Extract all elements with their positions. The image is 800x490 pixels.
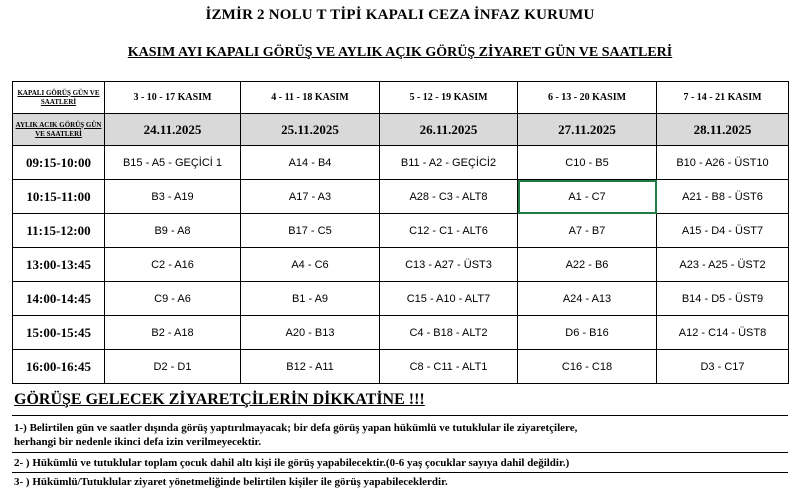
schedule-cell[interactable]: A22 - B6 xyxy=(518,248,657,282)
schedule-cell[interactable]: C2 - A16 xyxy=(105,248,241,282)
time-slot-cell[interactable]: 13:00-13:45 xyxy=(13,248,105,282)
schedule-cell[interactable]: A28 - C3 - ALT8 xyxy=(380,180,518,214)
week-header[interactable]: 5 - 12 - 19 KASIM xyxy=(380,82,518,114)
table-row xyxy=(13,316,789,350)
schedule-cell[interactable]: C15 - A10 - ALT7 xyxy=(380,282,518,316)
schedule-cell[interactable]: A17 - A3 xyxy=(241,180,380,214)
time-slot-cell[interactable]: 14:00-14:45 xyxy=(13,282,105,316)
date-header[interactable]: 28.11.2025 xyxy=(657,114,789,146)
week-header[interactable]: 6 - 13 - 20 KASIM xyxy=(518,82,657,114)
time-slot-cell[interactable]: 10:15-11:00 xyxy=(13,180,105,214)
schedule-cell[interactable]: A23 - A25 - ÜST2 xyxy=(657,248,789,282)
note-1-line-1: 1-) Belirtilen gün ve saatler dışında görüş yaptırılmayacak; bir defa görüş yapan hükümlü ve tutuklular ile ziyaretçilere, xyxy=(14,422,578,434)
schedule-cell[interactable]: C16 - C18 xyxy=(518,350,657,384)
institution-title: İZMİR 2 NOLU T TİPİ KAPALI CEZA İNFAZ KURUMU xyxy=(205,7,595,23)
schedule-subtitle: KASIM AYI KAPALI GÖRÜŞ VE AYLIK AÇIK GÖRÜŞ ZİYARET GÜN VE SAATLERİ xyxy=(127,45,673,60)
schedule-cell[interactable]: A20 - B13 xyxy=(241,316,380,350)
schedule-cell[interactable]: D6 - B16 xyxy=(518,316,657,350)
time-slot-cell[interactable]: 09:15-10:00 xyxy=(13,146,105,180)
schedule-cell[interactable]: A24 - A13 xyxy=(518,282,657,316)
schedule-cell[interactable]: C13 - A27 - ÜST3 xyxy=(380,248,518,282)
schedule-cell[interactable]: C8 - C11 - ALT1 xyxy=(380,350,518,384)
closed-visit-week-row xyxy=(13,82,789,114)
visitor-notice-heading: GÖRÜŞE GELECEK ZİYARETÇİLERİN DİKKATİNE !!! xyxy=(14,391,425,408)
note-1-line-2: herhangi bir nedenle ikinci defa izin verilmeyecektir. xyxy=(14,436,262,448)
schedule-cell[interactable]: B9 - A8 xyxy=(105,214,241,248)
divider xyxy=(12,452,788,453)
schedule-cell[interactable]: C9 - A6 xyxy=(105,282,241,316)
date-header[interactable]: 26.11.2025 xyxy=(380,114,518,146)
week-header[interactable]: 4 - 11 - 18 KASIM xyxy=(241,82,380,114)
note-3: 3- ) Hükümlü/Tutuklular ziyaret yönetmeliğinde belirtilen kişiler ile görüş yapabileceklerdir. xyxy=(14,476,448,488)
schedule-cell[interactable]: A14 - B4 xyxy=(241,146,380,180)
schedule-cell[interactable]: D2 - D1 xyxy=(105,350,241,384)
schedule-cell[interactable]: B2 - A18 xyxy=(105,316,241,350)
divider xyxy=(12,472,788,473)
time-slot-cell[interactable]: 11:15-12:00 xyxy=(13,214,105,248)
table-row xyxy=(13,282,789,316)
table-row xyxy=(13,214,789,248)
schedule-cell[interactable]: C4 - B18 - ALT2 xyxy=(380,316,518,350)
week-header[interactable]: 3 - 10 - 17 KASIM xyxy=(105,82,241,114)
schedule-cell[interactable]: B17 - C5 xyxy=(241,214,380,248)
selected-schedule-cell[interactable]: A1 - C7 xyxy=(518,180,657,214)
schedule-cell[interactable]: A4 - C6 xyxy=(241,248,380,282)
schedule-cell[interactable]: A12 - C14 - ÜST8 xyxy=(657,316,789,350)
table-row xyxy=(13,350,789,384)
schedule-cell[interactable]: C10 - B5 xyxy=(518,146,657,180)
schedule-cell[interactable]: B3 - A19 xyxy=(105,180,241,214)
date-header[interactable]: 27.11.2025 xyxy=(518,114,657,146)
schedule-cell[interactable]: B12 - A11 xyxy=(241,350,380,384)
open-visit-row-label: AYLIK ACIK GÖRÜŞ GÜN VE SAATLERİ xyxy=(13,114,105,146)
schedule-cell[interactable]: B15 - A5 - GEÇİCİ 1 xyxy=(105,146,241,180)
schedule-cell[interactable]: B14 - D5 - ÜST9 xyxy=(657,282,789,316)
schedule-cell[interactable]: B11 - A2 - GEÇİCİ2 xyxy=(380,146,518,180)
open-visit-date-row xyxy=(13,114,789,146)
week-header[interactable]: 7 - 14 - 21 KASIM xyxy=(657,82,789,114)
schedule-cell[interactable]: A7 - B7 xyxy=(518,214,657,248)
schedule-cell[interactable]: B10 - A26 - ÜST10 xyxy=(657,146,789,180)
time-slot-cell[interactable]: 16:00-16:45 xyxy=(13,350,105,384)
schedule-cell[interactable]: A21 - B8 - ÜST6 xyxy=(657,180,789,214)
table-row xyxy=(13,146,789,180)
closed-visit-row-label: KAPALI GÖRÜŞ GÜN VE SAATLERİ xyxy=(13,82,105,114)
visit-schedule-table xyxy=(12,81,789,384)
note-2: 2- ) Hükümlü ve tutuklular toplam çocuk dahil altı kişi ile görüş yapabilecektir.(0-6 yaş çocuklar sayıya dahil değildir.) xyxy=(14,457,570,469)
table-row xyxy=(13,248,789,282)
date-header[interactable]: 24.11.2025 xyxy=(105,114,241,146)
table-row xyxy=(13,180,789,214)
schedule-cell[interactable]: C12 - C1 - ALT6 xyxy=(380,214,518,248)
schedule-cell[interactable]: B1 - A9 xyxy=(241,282,380,316)
divider xyxy=(12,415,788,416)
date-header[interactable]: 25.11.2025 xyxy=(241,114,380,146)
schedule-cell[interactable]: A15 - D4 - ÜST7 xyxy=(657,214,789,248)
time-slot-cell[interactable]: 15:00-15:45 xyxy=(13,316,105,350)
schedule-cell[interactable]: D3 - C17 xyxy=(657,350,789,384)
